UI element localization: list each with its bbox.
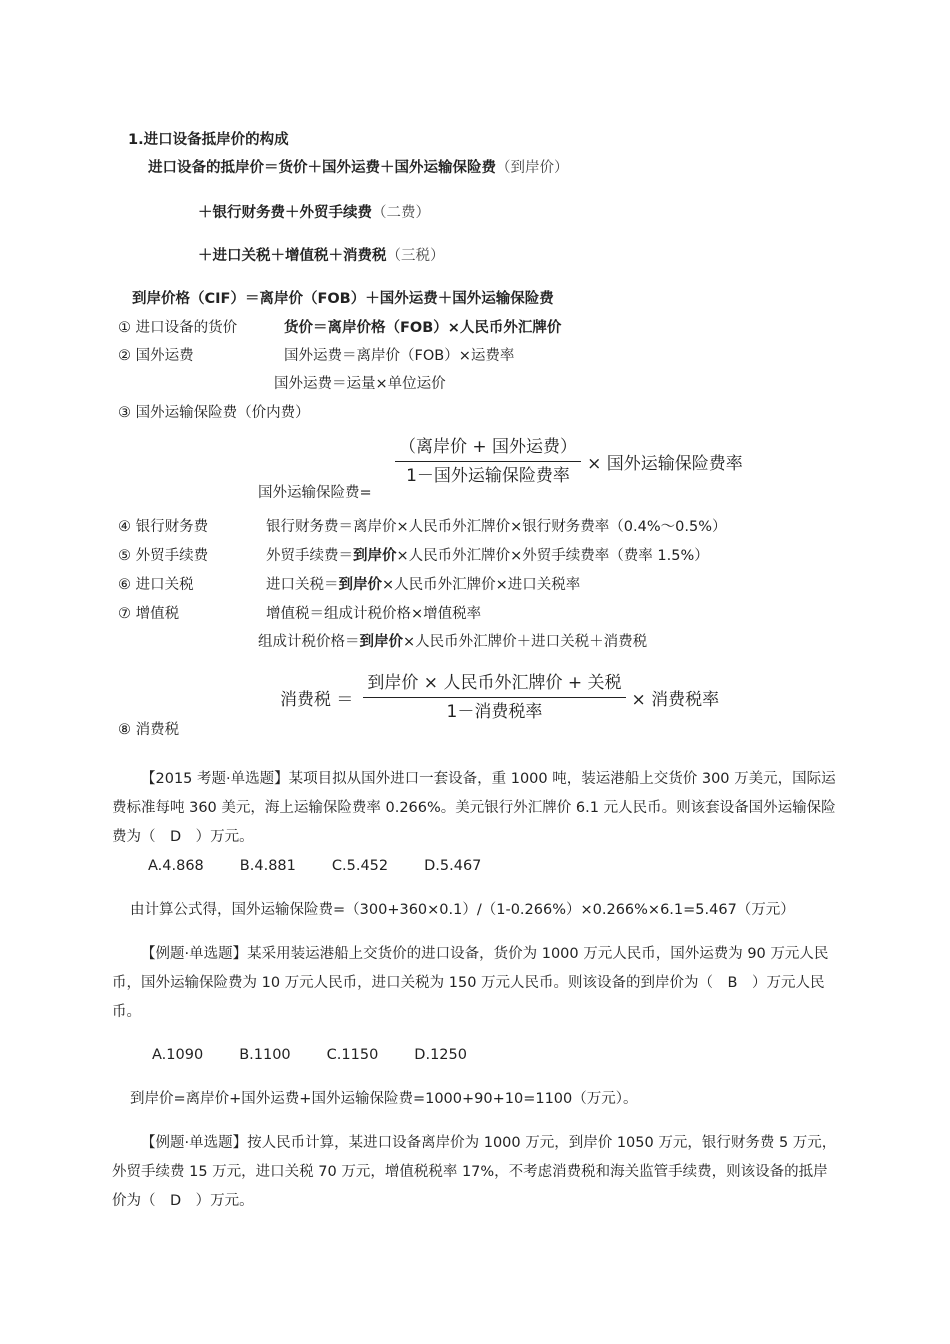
trade-fee-formula-pre: 外贸手续费＝	[266, 548, 353, 564]
consumption-tax-fraction	[280, 672, 719, 723]
composition-line-1-note: （到岸价）	[496, 160, 569, 176]
item-insurance	[118, 403, 310, 423]
item-label: 银行财务费	[135, 519, 209, 535]
item-trade-fee	[118, 546, 208, 566]
item-bank-fee	[118, 517, 208, 537]
question-2-solution: 到岸价=离岸价+国外运费+国外运输保险费=1000+90+10=1100（万元）。	[130, 1091, 638, 1107]
question-3-tag: 【例题·单选题】	[141, 1135, 248, 1151]
insurance-numerator: （离岸价 + 国外运费）	[395, 436, 581, 462]
item-label: 增值税	[135, 606, 180, 622]
taxable-price-formula-post: ×人民币外汇牌价＋进口关税＋消费税	[403, 634, 648, 650]
taxable-price-formula	[258, 632, 647, 652]
bank-fee-formula: 银行财务费＝离岸价×人民币外汇牌价×银行财务费率（0.4%～0.5%）	[266, 519, 727, 535]
freight-formula-1: 国外运费＝离岸价（FOB）×运费率	[284, 348, 515, 364]
insurance-fraction-body	[395, 436, 581, 487]
insurance-formula-prefix: 国外运输保险费=	[258, 485, 372, 501]
composition-line-3	[198, 246, 445, 266]
item-number: ⑤	[118, 548, 131, 564]
insurance-denominator: 1－国外运输保险费率	[406, 466, 570, 486]
consumption-denominator: 1－消费税率	[446, 702, 543, 722]
option-b: B.1100	[239, 1047, 291, 1063]
question-1-options	[148, 856, 517, 876]
item-number: ①	[118, 320, 131, 336]
composition-line-1	[148, 158, 569, 178]
option-a: A.4.868	[148, 858, 204, 874]
question-1	[112, 765, 840, 852]
tariff-formula	[266, 575, 580, 595]
composition-line-1-main: 进口设备的抵岸价＝货价＋国外运费＋国外运输保险费	[148, 160, 496, 176]
option-c: C.1150	[326, 1047, 379, 1063]
question-2-tag: 【例题·单选题】	[141, 946, 248, 962]
question-3	[112, 1129, 840, 1216]
question-1-tag: 【2015 考题·单选题】	[141, 771, 289, 787]
composition-line-2-main: ＋银行财务费＋外贸手续费	[198, 205, 372, 221]
item-goods-price	[118, 318, 237, 338]
item-label: 进口关税	[135, 577, 194, 593]
question-3-text: 按人民币计算，某进口设备离岸价为 1000 万元，到岸价 1050 万元，银行财务费 5 万元，外贸手续费 15 万元，进口关税 70 万元，增值税税率 17%，不考虑消费税和海关监管手续费，则该设备的抵岸价为（ D ）万元。	[112, 1135, 837, 1209]
consumption-multiplier: × 消费税率	[631, 690, 720, 710]
tariff-formula-pre: 进口关税＝	[266, 577, 339, 593]
consumption-numerator: 到岸价 × 人民币外汇牌价 + 关税	[363, 672, 625, 698]
item-vat	[118, 604, 179, 624]
trade-fee-formula-post: ×人民币外汇牌价×外贸手续费率（费率 1.5%）	[396, 548, 709, 564]
item-number: ④	[118, 519, 131, 535]
question-2	[112, 940, 840, 1027]
taxable-price-formula-pre: 组成计税价格＝	[258, 634, 360, 650]
item-label: 外贸手续费	[135, 548, 209, 564]
item-ocean-freight	[118, 346, 194, 366]
item-label: 进口设备的货价	[135, 320, 238, 336]
question-2-text: 某采用装运港船上交货价的进口设备，货价为 1000 万元人民币，国外运费为 90 万元人民币，国外运输保险费为 10 万元人民币，进口关税为 150 万元人民币。则该设备的到岸价为（ B ）万元人民币。	[112, 946, 829, 1020]
trade-fee-formula-bold: 到岸价	[353, 548, 397, 564]
composition-line-3-main: ＋进口关税＋增值税＋消费税	[198, 248, 387, 264]
item-label: 国外运费	[135, 348, 194, 364]
question-1-solution: 由计算公式得，国外运输保险费=（300+360×0.1）/（1-0.266%）×0.266%×6.1=5.467（万元）	[130, 902, 795, 918]
composition-line-2	[198, 203, 430, 223]
option-a: A.1090	[152, 1047, 204, 1063]
composition-line-2-note: （二费）	[372, 205, 430, 221]
item-number: ⑦	[118, 606, 131, 622]
item-number: ⑥	[118, 577, 131, 593]
option-d: D.1250	[414, 1047, 467, 1063]
item-import-tariff	[118, 575, 194, 595]
tariff-formula-post: ×人民币外汇牌价×进口关税率	[382, 577, 581, 593]
question-2-options	[152, 1045, 503, 1065]
item-label: 消费税	[135, 722, 180, 738]
insurance-fraction	[395, 436, 743, 487]
taxable-price-formula-bold: 到岸价	[359, 634, 403, 650]
freight-formula-2: 国外运费＝运量×单位运价	[274, 376, 446, 392]
item-number: ⑧	[118, 722, 131, 738]
vat-formula: 增值税＝组成计税价格×增值税率	[266, 606, 482, 622]
option-b: B.4.881	[239, 858, 296, 874]
consumption-tax-prefix: 消费税 ＝	[280, 690, 354, 710]
question-1-text: 某项目拟从国外进口一套设备，重 1000 吨，装运港船上交货价 300 万美元，国际运费标准每吨 360 美元，海上运输保险费率 0.266%。美元银行外汇牌价 6.1 元人民币。则该套设备国外运输保险费为（ D ）万元。	[112, 771, 836, 845]
item-label: 国外运输保险费（价内费）	[135, 405, 310, 421]
trade-fee-formula	[266, 546, 709, 566]
item-consumption-tax	[118, 720, 179, 740]
item-number: ③	[118, 405, 131, 421]
item-number: ②	[118, 348, 131, 364]
option-d: D.5.467	[424, 858, 482, 874]
consumption-fraction-body	[363, 672, 625, 723]
insurance-multiplier: × 国外运输保险费率	[587, 454, 743, 474]
cif-formula: 到岸价格（CIF）＝离岸价（FOB）＋国外运费＋国外运输保险费	[132, 291, 554, 307]
section-heading: 1.进口设备抵岸价的构成	[128, 132, 289, 148]
tariff-formula-bold: 到岸价	[338, 577, 382, 593]
option-c: C.5.452	[331, 858, 389, 874]
goods-price-formula: 货价＝离岸价格（FOB）×人民币外汇牌价	[284, 320, 562, 336]
composition-line-3-note: （三税）	[386, 248, 445, 264]
